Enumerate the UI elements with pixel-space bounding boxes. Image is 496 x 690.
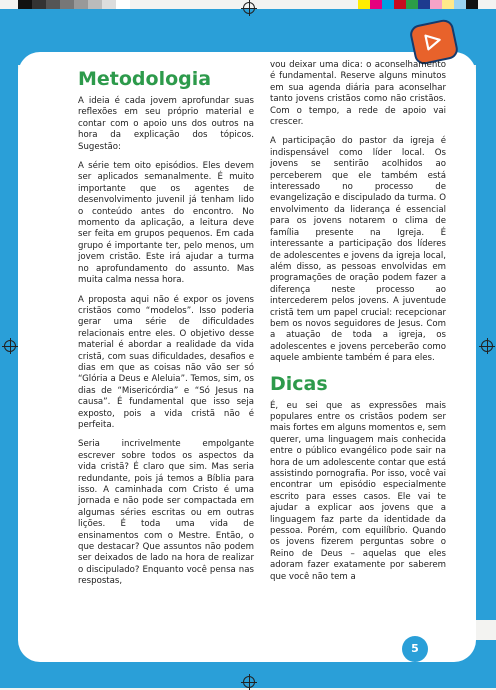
paragraph: É, eu sei que as expressões mais populares entre os cristãos podem ser mais fortes em alguns momentos e, sem querer, uma linguagem mais conhecida entre o público evangélico pode sair na hora de um adolescente contar que está assistindo pornografia. Por isso, você vai encontrar um episódio especialmente escrito para esses casos. Ele vai te ajudar a explicar aos jovens que a linguagem faz parte da identidade da pessoa. Porém, com equilíbrio. Quando os jovens fizerem perguntas sobre o Reino de Deus – aquelas que eles adoram fazer exatamente por saberem que você não tem a [270, 400, 446, 582]
paragraph: Seria incrivelmente empolgante escrever sobre todos os aspectos da vida cristã? É claro que sim. Mas seria redundante, pois já temos a Bíblia para isso. A caminhada com Cristo é uma jornada e não pode ser compactada em algumas séries escritas ou em outras lições. É toda uma vida de ensinamentos com o Mestre. Então, o que destacar? Que assuntos não podem ser deixados de lado na hora de realizar o discipulado? Enquanto você pensa nas respostas, [78, 439, 254, 587]
paragraph: A ideia é cada jovem aprofundar suas reflexões em seu próprio material e contar com o apoio uns dos outros na hora da explicação dos tópicos. Sugestão: [78, 96, 254, 152]
registration-mark-right [481, 340, 493, 352]
left-column [78, 60, 254, 596]
section-heading-metodologia: Metodologia [78, 68, 212, 90]
print-color-bar-right [358, 0, 478, 9]
paragraph: vou deixar uma dica: o aconselhamento é fundamental. Reserve alguns minutos em sua agenda diária para aconselhar tanto jovens cristãos como não cristãos. Com o tempo, a rede de apoio vai crescer. [270, 60, 446, 128]
print-color-bar-left [18, 0, 130, 9]
paragraph: A série tem oito episódios. Eles devem ser aplicados semanalmente. É muito importante que os agentes de desenvolvimento juvenil já tenham lido o conteúdo antes do encontro. No momento da aplicação, a leitura deve ser feita em grupos pequenos. Em cada grupo é importante ter, pelo menos, um jovem cristão. Este irá ajudar a turma no aprofundamento do assunto. Mas muita calma nessa hora. [78, 161, 254, 286]
left-decorative-band [0, 60, 18, 660]
page-number: 5 [402, 636, 428, 662]
play-icon [422, 31, 443, 52]
registration-mark-bottom [243, 676, 255, 688]
paragraph: A proposta aqui não é expor os jovens cristãos como “modelos”. Isso poderia gerar uma série de dificuldades relacionais entre eles. O objetivo desse material é abordar a realidade da vida cristã, com suas dificuldades, desafios e dias em que as coisas não vão ser só “Glória a Deus e Aleluia”. Temos, sim, os dias de “Misericórdia” e “Só Jesus na causa”. É fundamental que isso seja exposto, pois a vida cristã não é perfeita. [78, 294, 254, 430]
right-column [270, 60, 446, 591]
section-heading-dicas: Dicas [270, 372, 328, 395]
paragraph: A participação do pastor da igreja é indispensável como líder local. Os jovens se sentirão acolhidos ao perceberem que ele também está interessado no processo de evangelização e discipulado da turma. O envolvimento da liderança é essencial para os jovens notarem o clima de família presente na Igreja. É interessante a participação dos líderes de adolescentes e jovens da igreja local, além disso, as pessoas envolvidas em programações de oração podem fazer a diferença neste processo ao intercederem pelos jovens. A juventude cristã tem um papel crucial: recepcionar bem os novos seguidores de Jesus. Com a atuação de toda a igreja, os adolescentes e jovens perceberão como aquele ambiente também é para eles. [270, 136, 446, 364]
registration-mark-top [243, 2, 255, 14]
registration-mark-left [4, 340, 16, 352]
